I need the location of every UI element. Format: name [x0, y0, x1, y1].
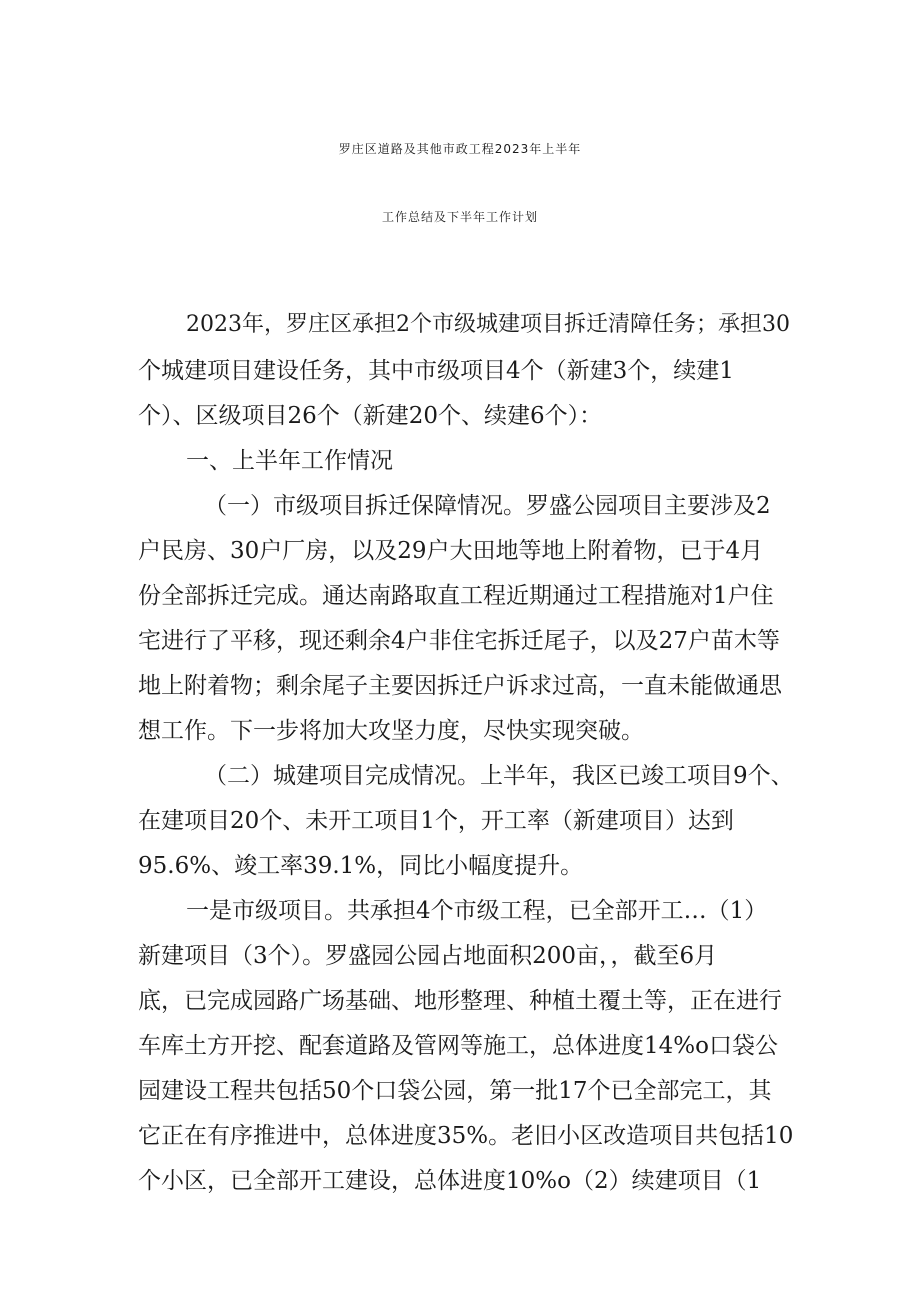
body-line: 份全部拆迁完成。通达南路取直工程近期通过工程措施对1户住: [138, 583, 774, 609]
body-line: 个城建项目建设任务，其中市级项目4个（新建3个，续建1: [138, 358, 734, 384]
body-line: 个小区，已全部开工建设，总体进度10%o（2）续建项目（1: [138, 1168, 762, 1194]
body-line: 想工作。下一步将加大攻坚力度，尽快实现突破。: [138, 718, 644, 744]
body-line: 宅进行了平移，现还剩余4户非住宅拆迁尾子，以及27户苗木等: [138, 628, 780, 654]
document-title-line-2: 工作总结及下半年工作计划: [381, 210, 538, 224]
body-line: 底，已完成园路广场基础、地形整理、种植土覆土等，正在进行: [138, 988, 782, 1014]
body-line: 户民房、30户厂房，以及29户大田地等地上附着物，已于4月: [138, 538, 764, 564]
body-line: 新建项目（3个）。罗盛园公园占地面积200亩，，截至6月: [138, 943, 718, 969]
document-title-line-1: 罗庄区道路及其他市政工程2023年上半年: [338, 142, 582, 156]
body-line: 它正在有序推进中，总体进度35%。老旧小区改造项目共包括10: [138, 1123, 794, 1149]
body-line: 2023年，罗庄区承担2个市级城建项目拆迁清障任务；承担30: [186, 312, 790, 337]
body-line: 个）、区级项目26个（新建20个、续建6个）：: [138, 403, 603, 429]
body-line: 在建项目20个、未开工项目1个，开工率（新建项目）达到: [138, 808, 734, 834]
section-heading: 一、上半年工作情况: [186, 448, 393, 474]
body-line: 车库土方开挖、配套道路及管网等施工，总体进度14%o口袋公: [138, 1033, 778, 1059]
body-line: 一是市级项目。共承担4个市级工程，已全部开工…（1）: [186, 898, 768, 924]
body-line: 园建设工程共包括50个口袋公园，第一批17个已全部完工，其: [138, 1078, 772, 1104]
body-line: 地上附着物；剩余尾子主要因拆迁户诉求过高，一直未能做通思: [138, 673, 782, 699]
body-line: 95.6%、竣工率39.1%，同比小幅度提升。: [138, 853, 584, 879]
body-line: （二）城建项目完成情况。上半年，我区已竣工项目9个、: [204, 763, 794, 789]
body-line: （一）市级项目拆迁保障情况。罗盛公园项目主要涉及2: [204, 493, 771, 519]
